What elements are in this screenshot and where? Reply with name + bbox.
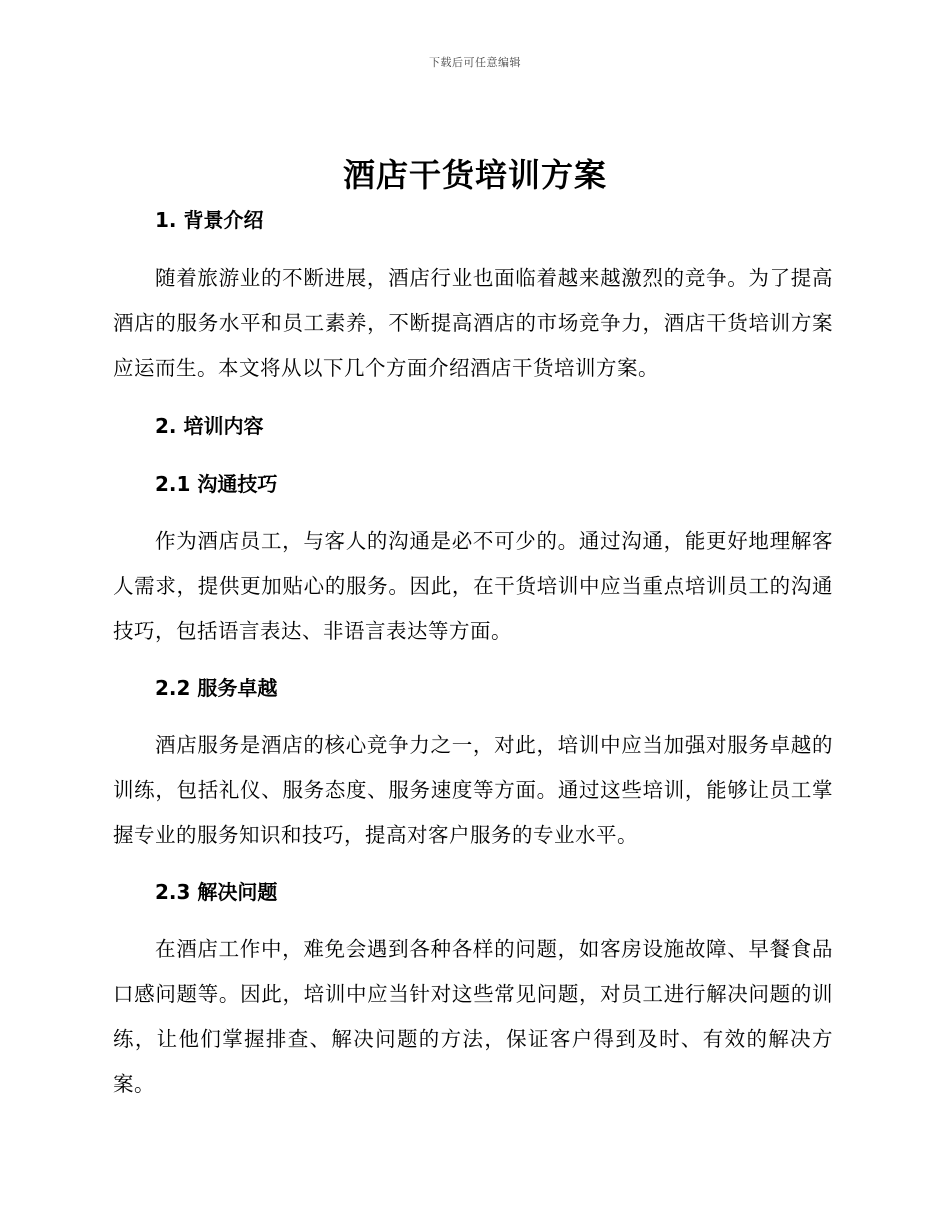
header-note: 下载后可任意编辑 bbox=[429, 56, 521, 69]
section-2-2-heading-block bbox=[113, 674, 833, 702]
section-2-3-paragraph-block bbox=[113, 927, 833, 1107]
section-heading: 2. 培训内容 bbox=[155, 414, 264, 438]
section-2-heading-block bbox=[113, 412, 833, 440]
section-2-1-paragraph-block bbox=[113, 519, 833, 654]
section-1-heading-block bbox=[113, 206, 833, 234]
subsection-heading: 2.2 服务卓越 bbox=[155, 676, 278, 700]
paragraph: 在酒店工作中，难免会遇到各种各样的问题，如客房设施故障、早餐食品口感问题等。因此，培训中应当针对这些常见问题，对员工进行解决问题的训练，让他们掌握排查、解决问题的方法，保证客户得到及时、有效的解决方案。 bbox=[113, 937, 833, 1096]
document-title: 酒店干货培训方案 bbox=[342, 156, 607, 194]
paragraph: 随着旅游业的不断进展，酒店行业也面临着越来越激烈的竞争。为了提高酒店的服务水平和员工素养，不断提高酒店的市场竞争力，酒店干货培训方案应运而生。本文将从以下几个方面介绍酒店干货培训方案。 bbox=[113, 266, 833, 380]
paragraph: 作为酒店员工，与客人的沟通是必不可少的。通过沟通，能更好地理解客人需求，提供更加贴心的服务。因此，在干货培训中应当重点培训员工的沟通技巧，包括语言表达、非语言表达等方面。 bbox=[113, 529, 833, 643]
section-2-3-heading-block bbox=[113, 878, 833, 906]
section-heading: 1. 背景介绍 bbox=[155, 208, 264, 232]
section-2-2-paragraph-block bbox=[113, 723, 833, 858]
section-2-1-heading-block bbox=[113, 470, 833, 498]
subsection-heading: 2.1 沟通技巧 bbox=[155, 472, 278, 496]
paragraph: 酒店服务是酒店的核心竞争力之一，对此，培训中应当加强对服务卓越的训练，包括礼仪、服务态度、服务速度等方面。通过这些培训，能够让员工掌握专业的服务知识和技巧，提高对客户服务的专业水平。 bbox=[113, 733, 833, 847]
subsection-heading: 2.3 解决问题 bbox=[155, 880, 278, 904]
section-1-paragraph-block bbox=[113, 256, 833, 391]
